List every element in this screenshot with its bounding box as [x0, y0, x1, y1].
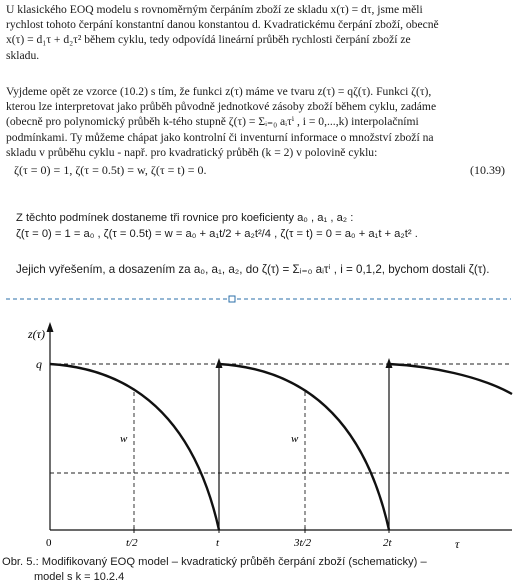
w-label-1: w [120, 433, 128, 445]
equation-text: ζ(τ = 0) = 1, ζ(τ = 0.5t) = w, ζ(τ = t) = 0. [14, 163, 207, 177]
text-line: U klasického EOQ modelu s rovnoměrným čerpáním zboží ze skladu x(τ) = dτ, jsme měli [6, 3, 423, 16]
text-line: skladu v průběhu cyklu - např. pro kvadratický průběh (k = 2) v polovině cyklu: [6, 145, 378, 159]
paragraph-interpolation [6, 84, 511, 160]
text-line: Vyjdeme opět ze vzorce (10.2) s tím, že funkci z(τ) máme ve tvaru z(τ) = qζ(τ). Funkci ζ(τ), [6, 85, 432, 98]
figure-caption-line2: model s k = 10.2.4 [34, 571, 125, 583]
text-line: x(τ) = d₁τ + d₂τ² během cyklu, tedy odpovídá lineární průběh rychlosti čerpání zboží ze [6, 33, 411, 47]
w-label-2: w [291, 433, 299, 445]
figure-caption: Obr. 5.: Modifikovaný EOQ model – kvadratický průběh čerpání zboží (schematicky) – [2, 556, 427, 568]
text-line: (obecně pro polynomický průběh k-tého stupně ζ(τ) = Σᵢ₌₀ aᵢτⁱ , i = 0,...,k) interpolačními [6, 115, 419, 129]
y-axis-label: z(τ) [28, 327, 45, 341]
tick-label-3t-half: 3t/2 [294, 537, 312, 549]
equation-10-39 [14, 163, 511, 178]
text-line: kterou lze interpretovat jako průběh původně jednotkové zásoby zboží během cyklu, zadáme [6, 100, 437, 114]
text-line: rychlost tohoto čerpání konstantní danou konstantou d. Kvadratickému čerpání zboží, obecně [6, 18, 439, 32]
paragraph-equations [16, 210, 511, 242]
cycle-curve-2 [219, 364, 389, 530]
paragraph-solution [16, 262, 511, 277]
text-line: Z těchto podmínek dostaneme tři rovnice pro koeficienty a₀ , a₁ , a₂ : [16, 212, 354, 224]
text-line: ζ(τ = 0) = 1 = a₀ , ζ(τ = 0.5t) = w = a₀ + a₁t/2 + a₂t²/4 , ζ(τ = t) = 0 = a₀ + a₁t + a₂t² . [16, 228, 418, 240]
cycle-curve-3 [389, 364, 512, 394]
y-axis-arrow [47, 322, 54, 332]
paragraph-intro [6, 2, 511, 63]
q-label: q [36, 357, 42, 371]
x-axis-label: τ [455, 537, 460, 551]
tick-label-2t: 2t [383, 537, 392, 549]
figure-handle [229, 296, 235, 302]
text-line: skladu. [6, 48, 40, 62]
text-line: Jejich vyřešením, a dosazením za a₀, a₁, a₂, do ζ(τ) = Σᵢ₌₀ aᵢτⁱ , i = 0,1,2, bychom dostali ζ(τ). [16, 263, 490, 276]
cycle-curve-1 [50, 364, 219, 530]
equation-number: (10.39) [470, 163, 505, 177]
tick-label-t: t [216, 537, 220, 549]
text-line: podmínkami. Ty můžeme chápat jako kontrolní či inventurní informace o množství zboží na [6, 130, 434, 144]
tick-label-t-half: t/2 [126, 537, 138, 549]
tick-label-0: 0 [46, 537, 52, 549]
